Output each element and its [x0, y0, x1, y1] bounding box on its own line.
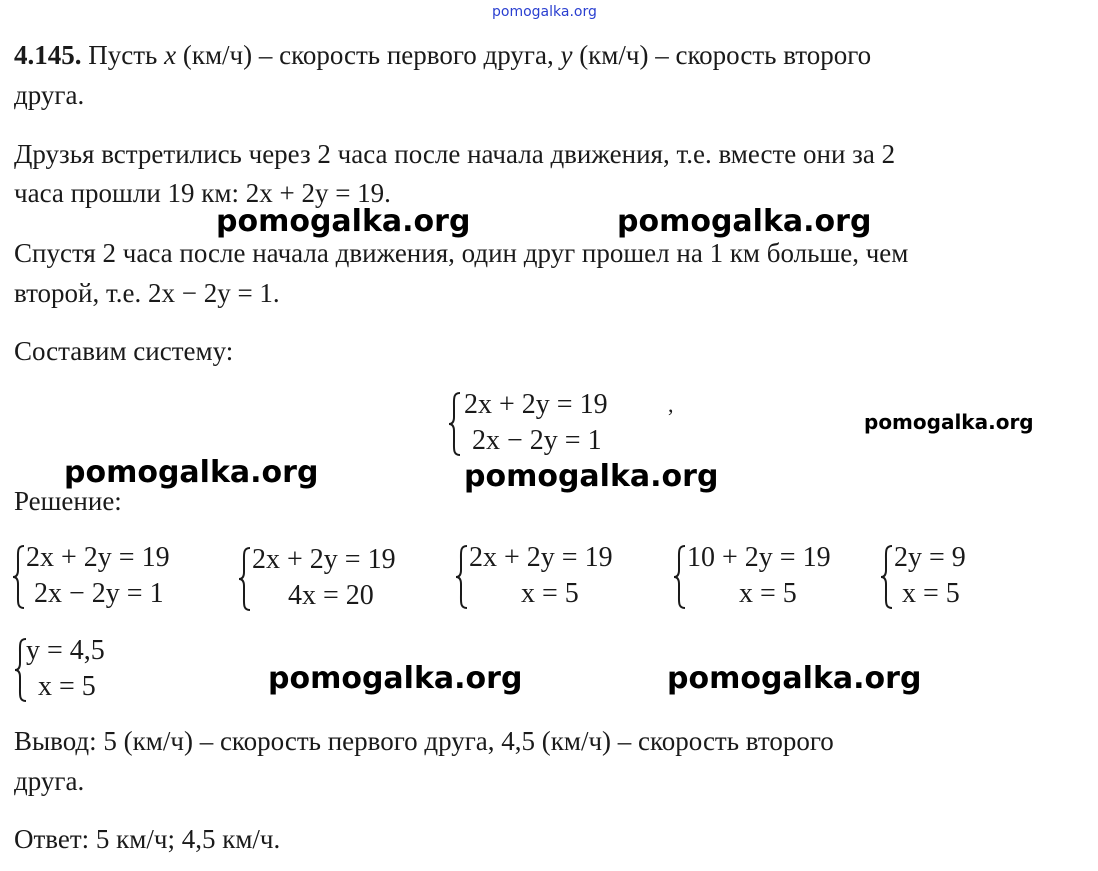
solution-step-4: [673, 544, 883, 608]
problem-line-1: [14, 36, 871, 74]
solution-step-6: [14, 637, 154, 701]
step-3-eq1: 2x + 2y = 19: [469, 542, 613, 573]
step-6-eq1: y = 4,5: [26, 635, 105, 666]
watermark[interactable]: pomogalka.org: [268, 661, 523, 696]
watermark[interactable]: pomogalka.org: [864, 410, 1034, 434]
paragraph-2-line-2: второй, т.е. 2x − 2y = 1.: [14, 278, 280, 308]
step-3-eq2: x = 5: [521, 578, 579, 609]
var-x: x: [164, 40, 177, 70]
brace-icon: [880, 544, 894, 610]
watermark[interactable]: pomogalka.org: [617, 204, 872, 239]
step-2-eq1: 2x + 2y = 19: [252, 544, 396, 575]
main-system-eq1: 2x + 2y = 19: [464, 389, 608, 420]
step-5-eq1: 2y = 9: [894, 542, 966, 573]
problem-intro-c: (км/ч) – скорость второго: [572, 40, 872, 70]
step-1-eq1: 2x + 2y = 19: [26, 542, 170, 573]
brace-icon: [238, 546, 252, 612]
problem-number: 4.145.: [14, 40, 82, 70]
var-y: y: [560, 40, 573, 70]
solution-step-5: [880, 544, 1000, 608]
paragraph-1-line-2: часа прошли 19 км: 2x + 2y = 19.: [14, 178, 391, 208]
brace-icon: [673, 544, 687, 610]
main-system-trailing: ,: [668, 392, 674, 417]
paragraph-2-line-1: Спустя 2 часа после начала движения, один друг прошел на 1 км больше, чем: [14, 238, 909, 268]
watermark[interactable]: pomogalka.org: [464, 459, 719, 494]
solution-label: Решение:: [14, 486, 122, 516]
solution-step-3: [455, 544, 665, 608]
step-1-eq2: 2x − 2y = 1: [34, 578, 164, 609]
brace-icon: [12, 544, 26, 610]
watermark-top[interactable]: pomogalka.org: [492, 4, 597, 20]
step-2-eq2: 4x = 20: [288, 580, 374, 611]
watermark[interactable]: pomogalka.org: [216, 204, 471, 239]
step-4-eq2: x = 5: [739, 578, 797, 609]
main-system-eq2: 2x − 2y = 1: [472, 425, 602, 456]
conclusion-line-2: друга.: [14, 766, 85, 796]
conclusion-line-1: Вывод: 5 (км/ч) – скорость первого друга, 4,5 (км/ч) – скорость второго: [14, 726, 834, 756]
problem-intro-b: (км/ч) – скорость первого друга,: [176, 40, 561, 70]
solution-step-2: [238, 546, 448, 610]
answer: Ответ: 5 км/ч; 4,5 км/ч.: [14, 824, 281, 854]
paragraph-1-line-1: Друзья встретились через 2 часа после начала движения, т.е. вместе они за 2: [14, 139, 896, 169]
main-system: [448, 391, 688, 455]
watermark[interactable]: pomogalka.org: [667, 661, 922, 696]
step-6-eq2: x = 5: [38, 671, 96, 702]
step-5-eq2: x = 5: [902, 578, 960, 609]
watermark[interactable]: pomogalka.org: [64, 455, 319, 490]
brace-icon: [455, 544, 469, 610]
problem-line-2: друга.: [14, 80, 85, 110]
solution-step-1: [12, 544, 222, 608]
step-4-eq1: 10 + 2y = 19: [687, 542, 831, 573]
brace-icon: [448, 391, 462, 457]
problem-intro-a: Пусть: [81, 40, 165, 70]
paragraph-3: Составим систему:: [14, 336, 234, 366]
